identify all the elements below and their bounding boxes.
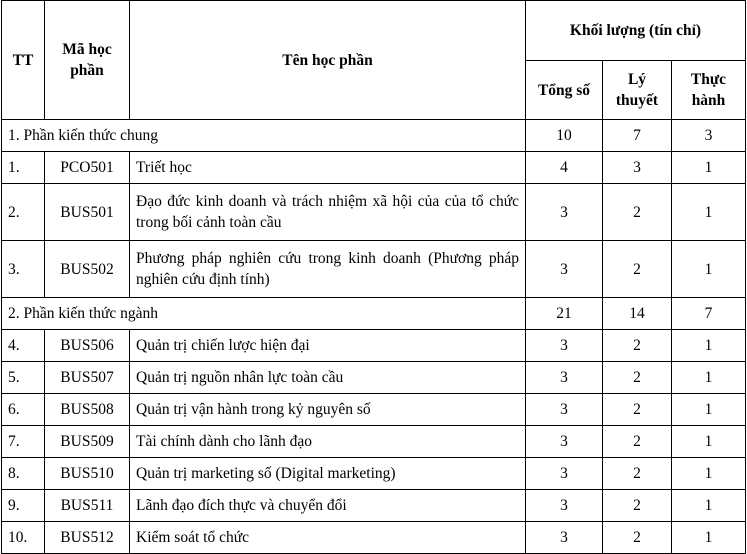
row-tt: 4. [2, 330, 45, 362]
row-code: BUS507 [45, 362, 130, 394]
section-row [2, 298, 746, 330]
table-row [2, 184, 746, 241]
row-theory: 2 [603, 184, 672, 241]
row-theory: 2 [603, 362, 672, 394]
table-row [2, 330, 746, 362]
row-total: 3 [526, 522, 603, 554]
table-row [2, 362, 746, 394]
row-theory: 2 [603, 394, 672, 426]
row-name: Phương pháp nghiên cứu trong kinh doanh (Phương pháp nghiên cứu định tính) [130, 241, 526, 298]
row-name: Tài chính dành cho lãnh đạo [130, 426, 526, 458]
row-tt: 9. [2, 490, 45, 522]
table-row [2, 490, 746, 522]
row-name: Đạo đức kinh doanh và trách nhiệm xã hội của của tổ chức trong bối cảnh toàn cầu [130, 184, 526, 241]
row-name: Quản trị marketing số (Digital marketing) [130, 458, 526, 490]
table-row [2, 152, 746, 184]
row-name: Quản trị chiến lược hiện đại [130, 330, 526, 362]
row-code: BUS506 [45, 330, 130, 362]
section-practice: 7 [672, 298, 746, 330]
curriculum-table [1, 0, 746, 554]
row-total: 3 [526, 330, 603, 362]
row-practice: 1 [672, 152, 746, 184]
row-name: Kiểm soát tổ chức [130, 522, 526, 554]
row-theory: 2 [603, 426, 672, 458]
row-code: PCO501 [45, 152, 130, 184]
header-course-name: Tên học phần [130, 1, 526, 120]
section-theory: 7 [603, 120, 672, 152]
header-course-code: Mã học phần [45, 1, 130, 120]
section-total: 10 [526, 120, 603, 152]
section-theory: 14 [603, 298, 672, 330]
row-total: 3 [526, 426, 603, 458]
header-tt: TT [2, 1, 45, 120]
table-row [2, 394, 746, 426]
header-total: Tổng số [526, 61, 603, 120]
row-theory: 2 [603, 490, 672, 522]
row-tt: 6. [2, 394, 45, 426]
row-tt: 2. [2, 184, 45, 241]
row-practice: 1 [672, 490, 746, 522]
row-name: Lãnh đạo đích thực và chuyển đổi [130, 490, 526, 522]
row-practice: 1 [672, 522, 746, 554]
row-total: 3 [526, 362, 603, 394]
section-total: 21 [526, 298, 603, 330]
row-practice: 1 [672, 362, 746, 394]
row-tt: 5. [2, 362, 45, 394]
row-practice: 1 [672, 394, 746, 426]
row-theory: 2 [603, 241, 672, 298]
row-total: 3 [526, 394, 603, 426]
row-code: BUS509 [45, 426, 130, 458]
table-row [2, 458, 746, 490]
header-volume-group: Khối lượng (tín chỉ) [526, 1, 746, 61]
table-row [2, 522, 746, 554]
row-practice: 1 [672, 330, 746, 362]
row-theory: 2 [603, 458, 672, 490]
section-practice: 3 [672, 120, 746, 152]
row-total: 3 [526, 458, 603, 490]
section-row [2, 120, 746, 152]
row-total: 3 [526, 490, 603, 522]
row-tt: 8. [2, 458, 45, 490]
table-row [2, 426, 746, 458]
row-practice: 1 [672, 241, 746, 298]
row-tt: 10. [2, 522, 45, 554]
row-total: 3 [526, 241, 603, 298]
row-theory: 3 [603, 152, 672, 184]
table-row [2, 241, 746, 298]
row-code: BUS512 [45, 522, 130, 554]
row-code: BUS508 [45, 394, 130, 426]
section-title: 2. Phần kiến thức ngành [2, 298, 526, 330]
row-name: Quản trị vận hành trong kỷ nguyên số [130, 394, 526, 426]
row-name: Quản trị nguồn nhân lực toàn cầu [130, 362, 526, 394]
header-practice: Thực hành [672, 61, 746, 120]
row-practice: 1 [672, 184, 746, 241]
header-theory: Lý thuyết [603, 61, 672, 120]
row-practice: 1 [672, 458, 746, 490]
row-tt: 3. [2, 241, 45, 298]
row-theory: 2 [603, 330, 672, 362]
row-total: 4 [526, 152, 603, 184]
row-practice: 1 [672, 426, 746, 458]
row-code: BUS510 [45, 458, 130, 490]
row-total: 3 [526, 184, 603, 241]
section-title: 1. Phần kiến thức chung [2, 120, 526, 152]
row-tt: 1. [2, 152, 45, 184]
row-code: BUS511 [45, 490, 130, 522]
row-name: Triết học [130, 152, 526, 184]
row-code: BUS502 [45, 241, 130, 298]
row-tt: 7. [2, 426, 45, 458]
row-theory: 2 [603, 522, 672, 554]
row-code: BUS501 [45, 184, 130, 241]
